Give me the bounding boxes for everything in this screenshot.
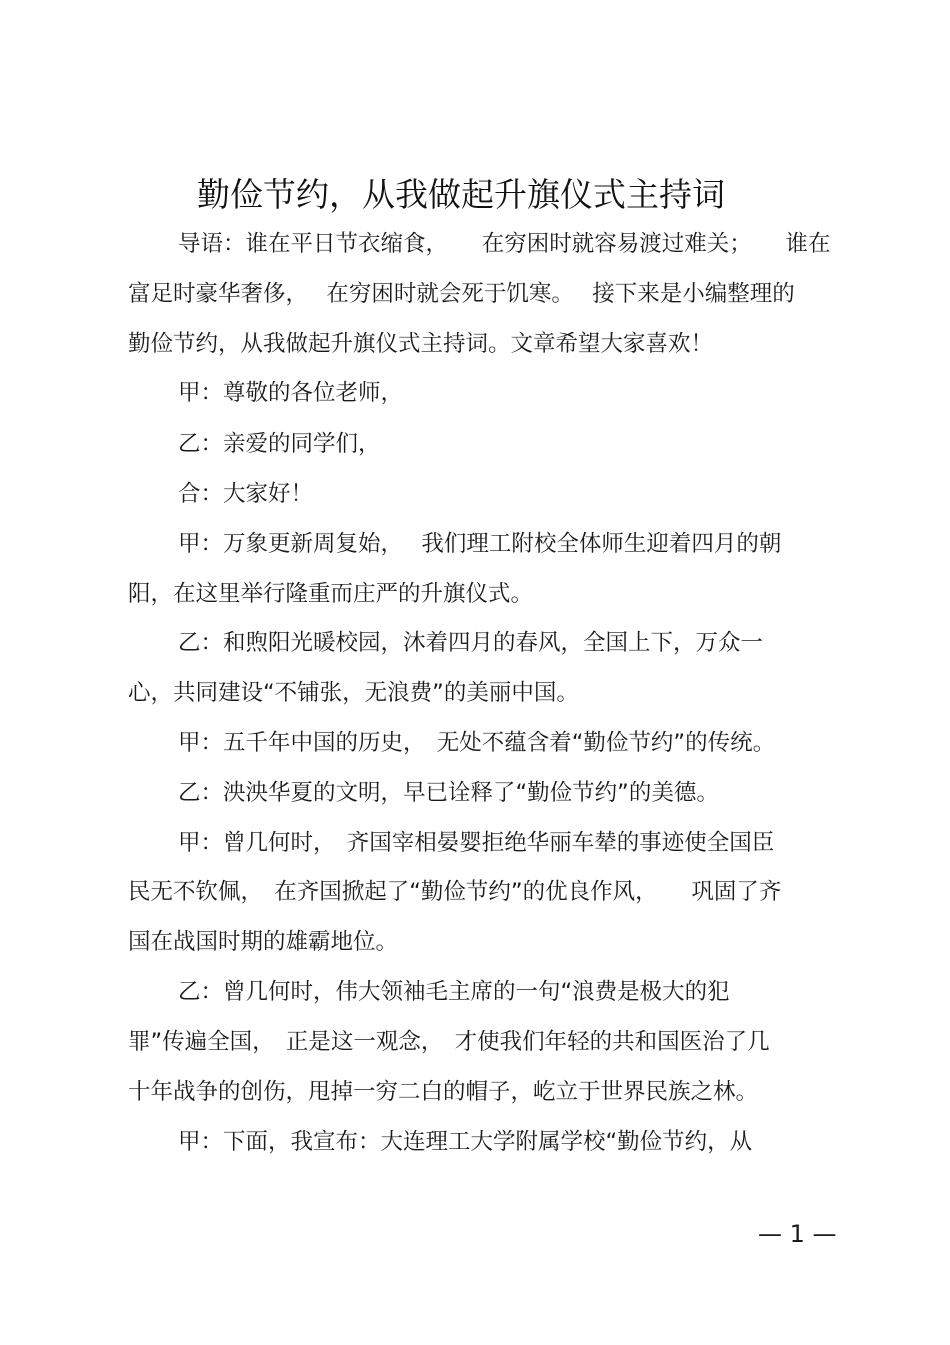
paragraph-line: 阳，在这里举行隆重而庄严的升旗仪式。 xyxy=(128,581,534,607)
paragraph-line: 富足时豪华奢侈， 在穷困时就会死于饥寒。 接下来是小编整理的 xyxy=(128,281,795,307)
paragraph-line: 导语：谁在平日节衣缩食， 在穷困时就容易渡过难关； 谁在 xyxy=(178,231,831,257)
paragraph-line: 国在战国时期的雄霸地位。 xyxy=(128,929,399,955)
paragraph-line: 甲：曾几何时， 齐国宰相晏婴拒绝华丽车辇的事迹使全国臣 xyxy=(178,830,775,856)
paragraph-line: 乙：泱泱华夏的文明，早已诠释了“勤俭节约”的美德。 xyxy=(178,780,719,806)
paragraph-line: 十年战争的创伤，甩掉一穷二白的帽子，屹立于世界民族之林。 xyxy=(128,1079,759,1105)
paragraph-line: 甲：五千年中国的历史， 无处不蕴含着“勤俭节约”的传统。 xyxy=(178,730,776,756)
paragraph-line: 民无不钦佩， 在齐国掀起了“勤俭节约”的优良作风， 巩固了齐 xyxy=(128,879,782,905)
paragraph-line: 甲：万象更新周复始， 我们理工附校全体师生迎着四月的朝 xyxy=(178,531,782,557)
paragraph-line: 甲：尊敬的各位老师， xyxy=(178,380,404,406)
page-number: — 1 — xyxy=(758,1220,837,1248)
paragraph-line: 乙：和煦阳光暖校园，沐着四月的春风，全国上下，万众一 xyxy=(178,630,764,656)
paragraph-line: 乙：亲爱的同学们， xyxy=(178,431,381,457)
paragraph-line: 合：大家好！ xyxy=(178,481,314,507)
paragraph-line: 乙：曾几何时，伟大领袖毛主席的一句“浪费是极大的犯 xyxy=(178,979,730,1005)
document-title: 勤俭节约，从我做起升旗仪式主持词 xyxy=(197,175,725,214)
paragraph-line: 罪”传遍全国， 正是这一观念， 才使我们年轻的共和国医治了几 xyxy=(128,1029,770,1055)
paragraph-line: 甲：下面，我宣布：大连理工大学附属学校“勤俭节约，从 xyxy=(178,1129,753,1155)
paragraph-line: 勤俭节约，从我做起升旗仪式主持词。文章希望大家喜欢！ xyxy=(128,331,714,357)
paragraph-line: 心，共同建设“不铺张，无浪费”的美丽中国。 xyxy=(128,680,579,706)
